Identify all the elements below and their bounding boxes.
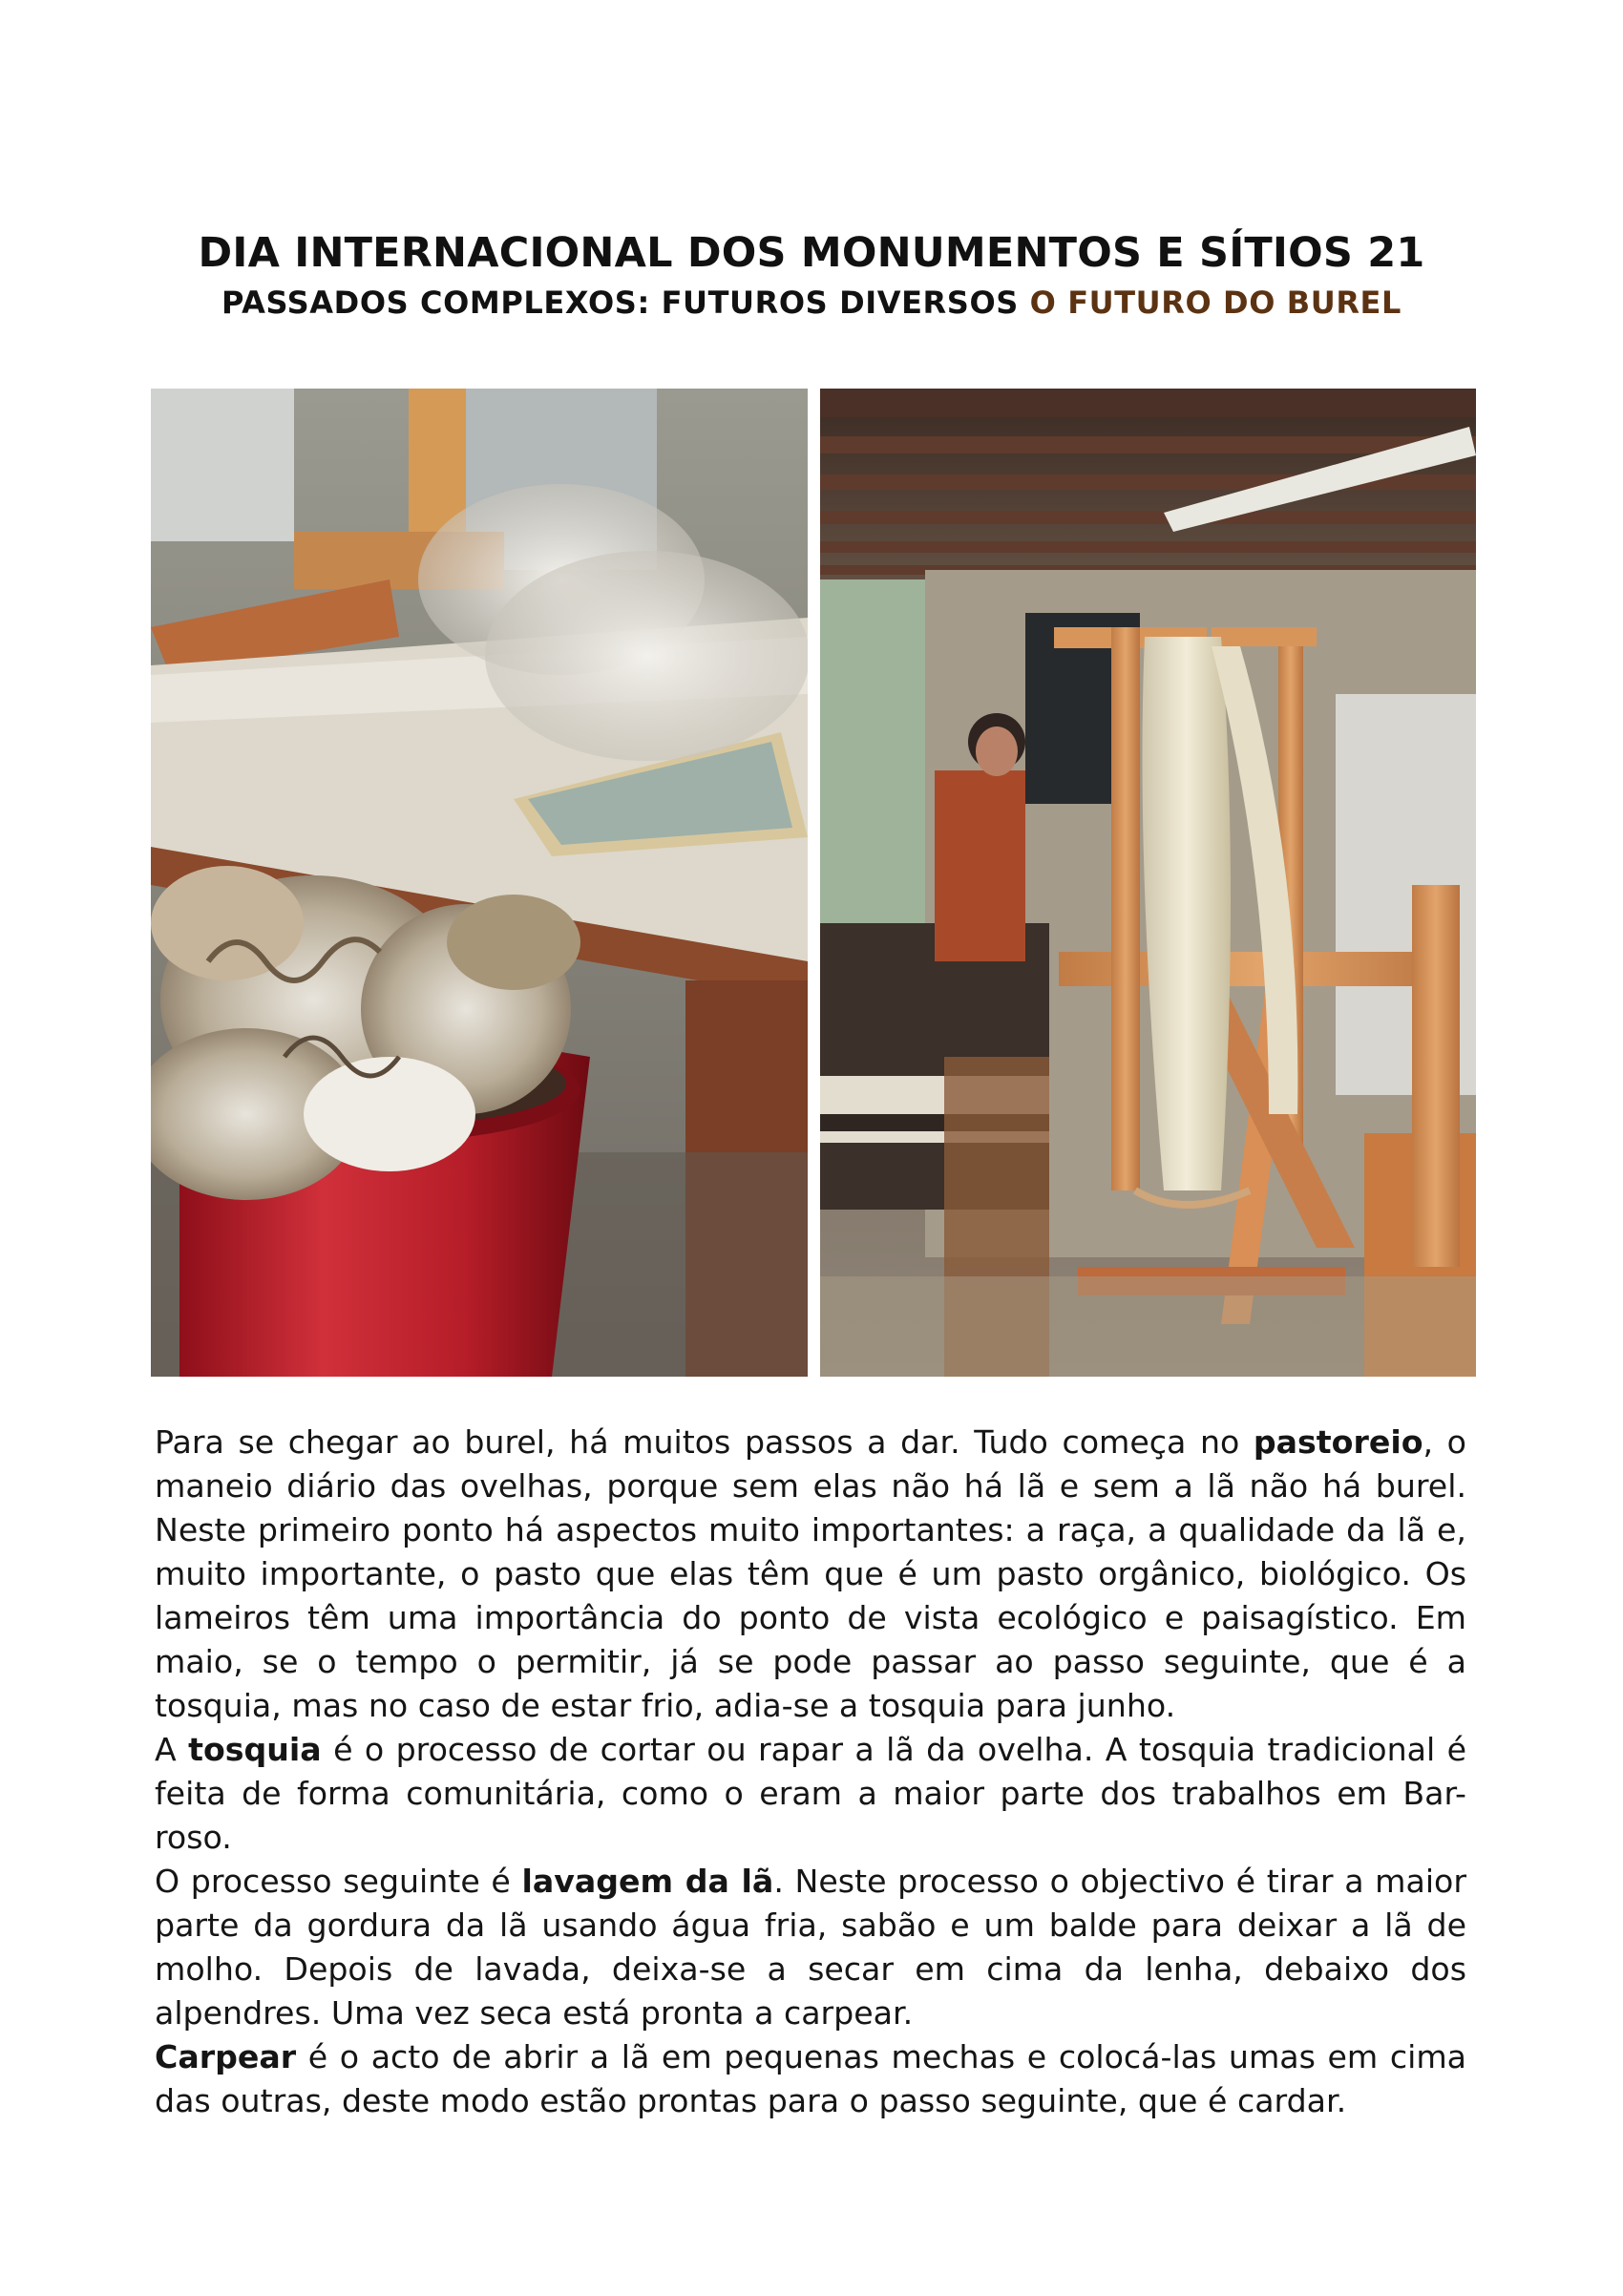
body-text bbox=[155, 1421, 1466, 2123]
subtitle-main: PASSADOS COMPLEXOS: FUTUROS DIVERSOS bbox=[221, 284, 1019, 321]
photo-yarn-frame bbox=[820, 389, 1476, 1377]
term-tosquia: tosquia bbox=[188, 1731, 322, 1768]
subtitle-accent: O FUTURO DO BUREL bbox=[1029, 284, 1402, 321]
paragraph-pastoreio: Para se chegar ao burel, há muitos passos a dar. Tudo começa no pastoreio, o maneio diário das ovelhas, porque sem elas não há lã e sem a lã não há burel. Neste primeiro ponto há aspectos muito importantes: a raça, a qualidade da lã e, muito importante, o pasto que elas têm que é um pasto orgânico, biológico. Os lameiros têm uma importância do ponto de vista ecológico e paisagístico. Em maio, se o tempo o permitir, já se pode passar ao passo seguinte, que é a tosquia, mas no caso de estar frio, adia-se a tosquia para junho. bbox=[155, 1423, 1466, 1724]
term-carpear: Carpear bbox=[155, 2038, 297, 2075]
term-pastoreio: pastoreio bbox=[1253, 1423, 1423, 1461]
page-subtitle bbox=[0, 284, 1623, 321]
paragraph-carpear: Carpear é o acto de abrir a lã em pequenas mechas e colocá-las umas em cima das outras, deste modo estão prontas para o passo seguinte, que é cardar. bbox=[155, 2038, 1466, 2119]
page-title: DIA INTERNACIONAL DOS MONUMENTOS E SÍTIOS 21 bbox=[198, 229, 1425, 277]
term-lavagem-da-la: lavagem da lã bbox=[521, 1863, 774, 1900]
paragraph-lavagem: O processo seguinte é lavagem da lã. Neste processo o objectivo é tirar a maior parte da gordura da lã usando água fria, sabão e um balde para deixar a lã de molho. Depois de lavada, deixa-se a secar em cima da lenha, debaixo dos alpendres. Uma vez seca está pronta a carpear. bbox=[155, 1863, 1467, 2032]
paragraph-tosquia: A tosquia é o processo de cortar ou rapar a lã da ovelha. A tosquia tradicional é feita de forma comunitária, como o eram a maior parte dos trabalhos em Bar-roso. bbox=[155, 1731, 1466, 1856]
photo-wool-bucket bbox=[151, 389, 808, 1377]
